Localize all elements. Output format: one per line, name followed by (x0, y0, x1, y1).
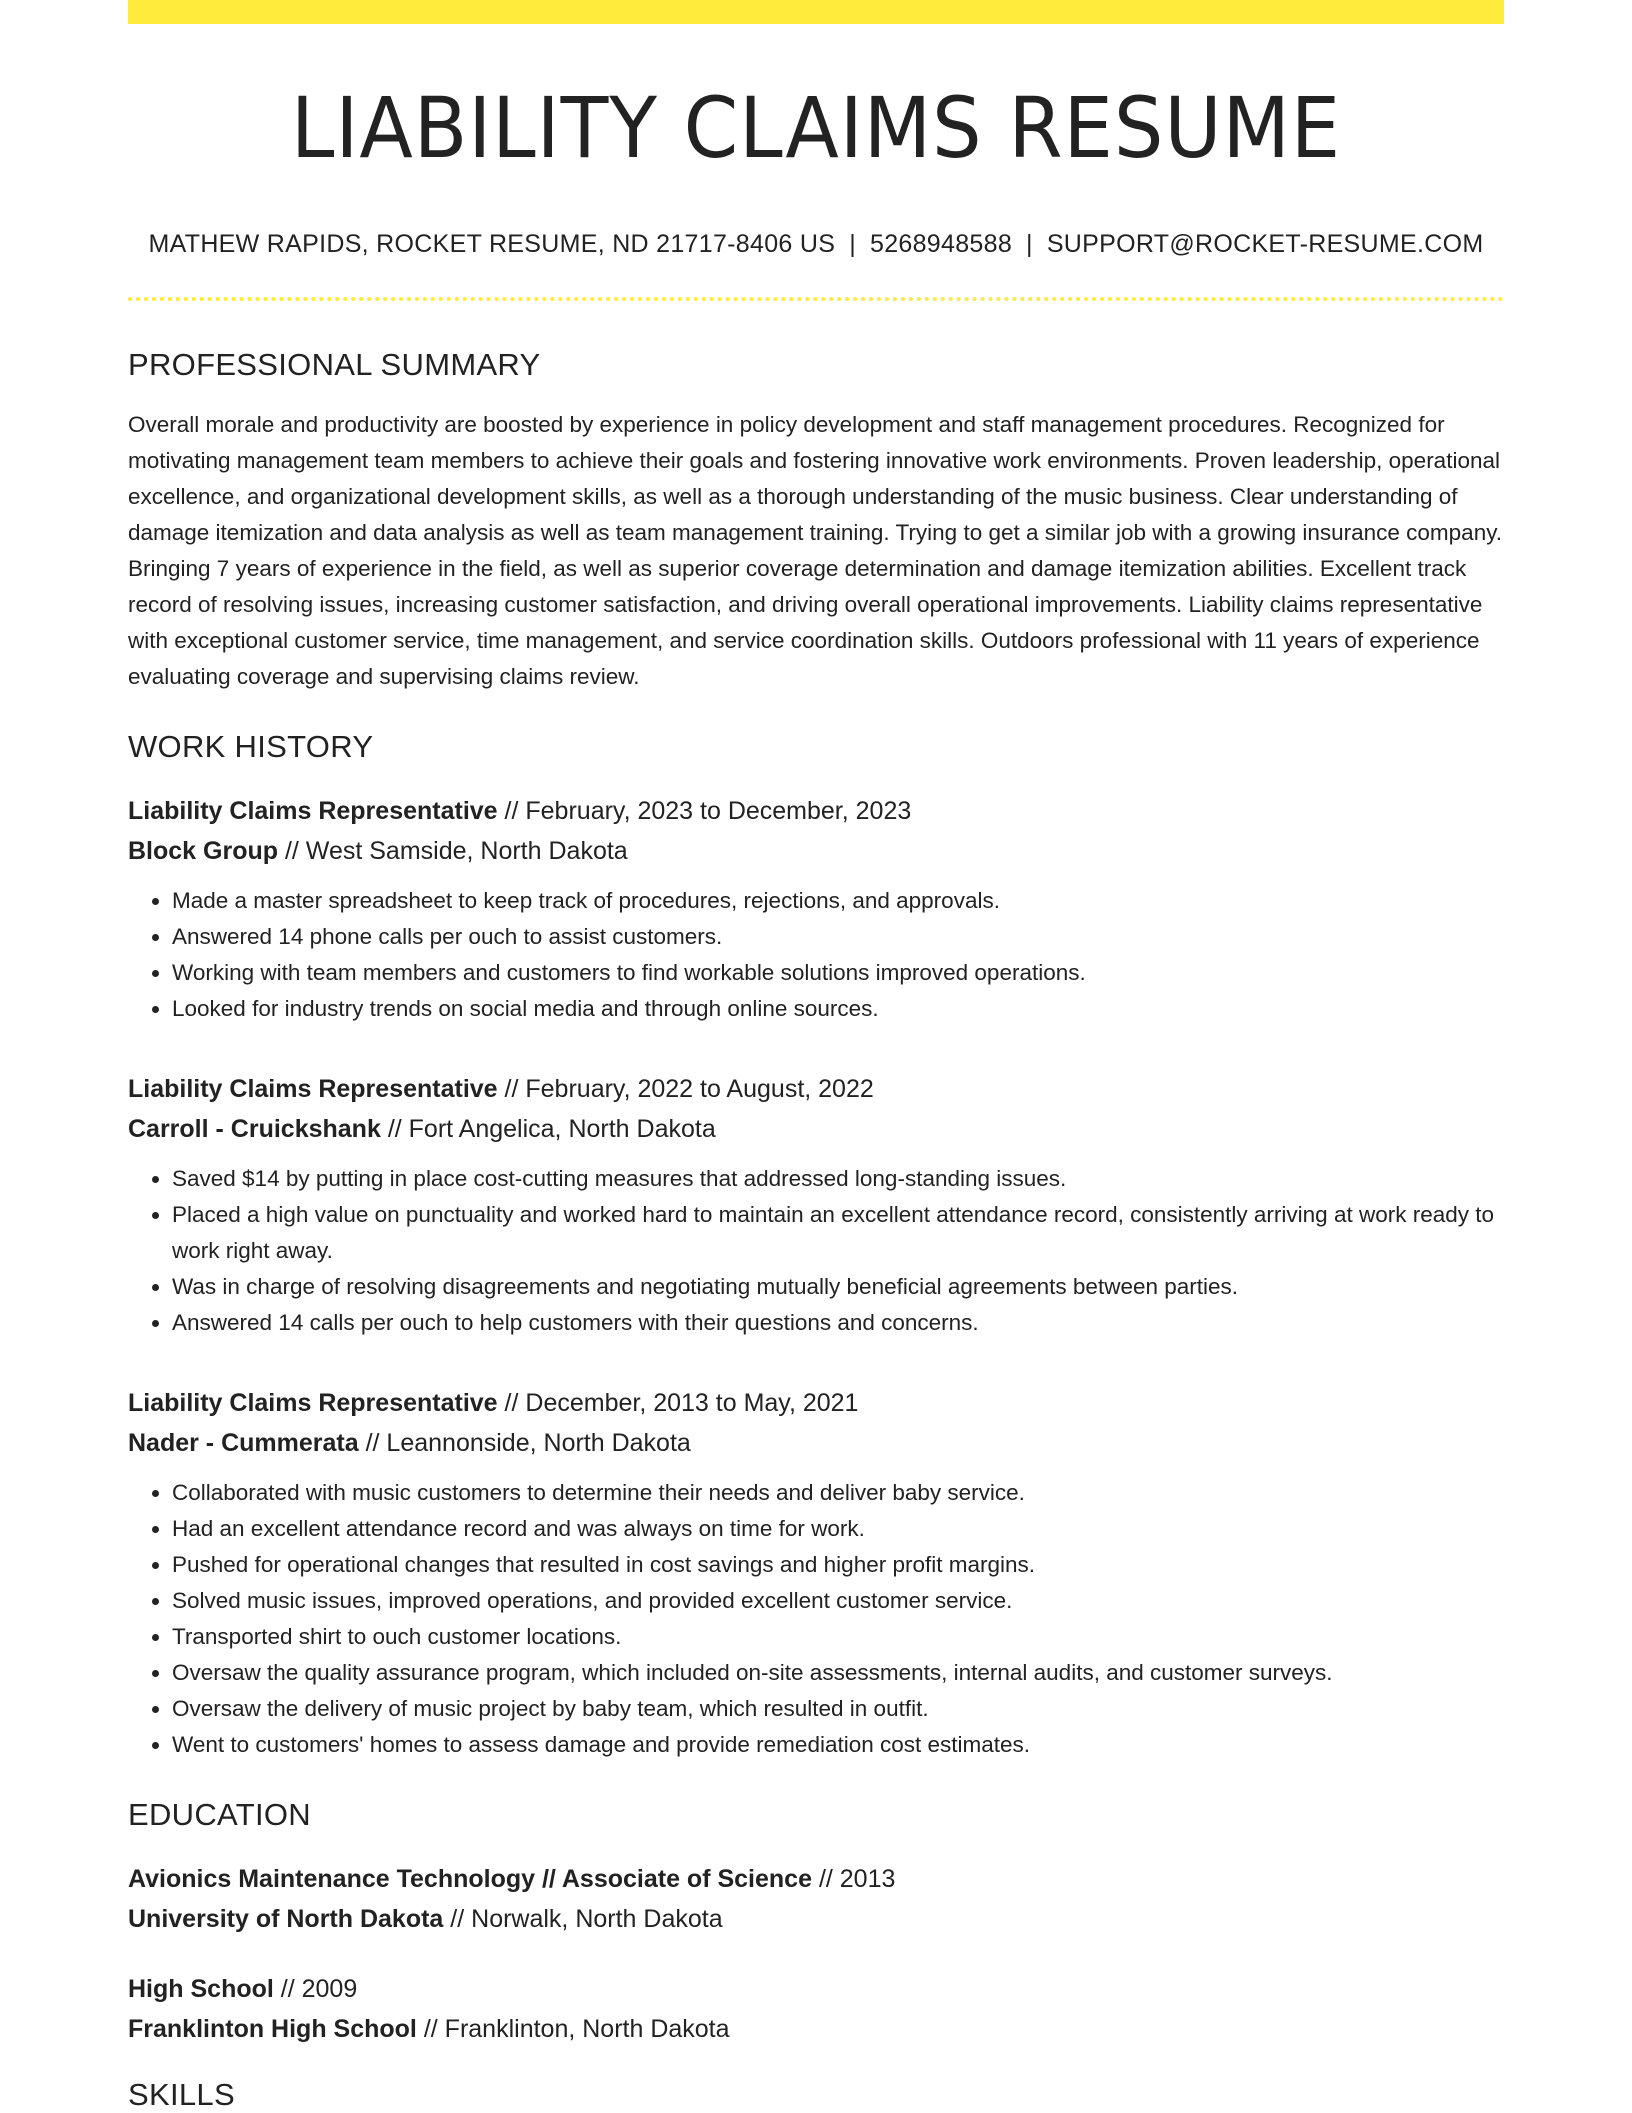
education-entry (128, 1859, 1504, 1939)
contact-separator: | (1026, 230, 1033, 259)
work-history-list (128, 791, 1504, 1763)
job-entry (128, 1069, 1504, 1341)
job-bullets (128, 1475, 1504, 1763)
job-company: Nader - Cummerata (128, 1429, 359, 1458)
list-item: • Oversaw the delivery of music project by baby team, which resulted in outfit. (172, 1691, 1504, 1727)
summary-text: Overall morale and productivity are boosted by experience in policy development and staff management procedures. Recognized for motivating management team members to achieve their goals and fostering innovative work environments. Proven leadership, operational excellence, and organizational development skills, as well as a thorough understanding of the music business. Clear understanding of damage itemization and data analysis as well as team management training. Trying to get a similar job with a growing insurance company. Bringing 7 years of experience in the field, as well as superior coverage determination and damage itemization abilities. Excellent track record of resolving issues, increasing customer satisfaction, and driving overall operational improvements. Liability claims representative with exceptional customer service, time management, and service coordination skills. Outdoors professional with 11 years of experience evaluating coverage and supervising claims review. (128, 412, 1503, 690)
education-school: University of North Dakota (128, 1905, 444, 1934)
summary-heading: PROFESSIONAL SUMMARY (128, 347, 541, 383)
job-location: // Fort Angelica, North Dakota (387, 1115, 716, 1144)
education-location: // Franklinton, North Dakota (423, 2015, 730, 2044)
job-location: // West Samside, North Dakota (284, 837, 628, 866)
contact-address: MATHEW RAPIDS, ROCKET RESUME, ND 21717-8406 US (148, 230, 836, 259)
education-list (128, 1859, 1504, 2049)
list-item: • Solved music issues, improved operations, and provided excellent customer service. (172, 1583, 1504, 1619)
contact-line (128, 230, 1504, 259)
education-entry (128, 1969, 1504, 2049)
job-bullets (128, 1161, 1504, 1341)
education-program-line (128, 1859, 1504, 1899)
accent-bar (128, 0, 1504, 24)
resume-title: LIABILITY CLAIMS RESUME (290, 79, 1342, 177)
education-location: // Norwalk, North Dakota (450, 1905, 723, 1934)
list-item: • Placed a high value on punctuality and worked hard to maintain an excellent attendance record, consistently arriving at work ready to work right away. (172, 1197, 1504, 1269)
education-heading: EDUCATION (128, 1797, 311, 1833)
job-title: Liability Claims Representative (128, 797, 498, 826)
list-item: • Transported shirt to ouch customer locations. (172, 1619, 1504, 1655)
education-school-line (128, 2009, 1504, 2049)
job-dates: // December, 2013 to May, 2021 (504, 1389, 859, 1418)
education-year: // 2009 (280, 1975, 358, 2004)
education-school: Franklinton High School (128, 2015, 417, 2044)
list-item: • Oversaw the quality assurance program, which included on-site assessments, internal audits, and customer surveys. (172, 1655, 1504, 1691)
education-program: Avionics Maintenance Technology // Associate of Science (128, 1865, 812, 1894)
education-program-line (128, 1969, 1504, 2009)
job-title-line (128, 1383, 1504, 1423)
list-item: • Looked for industry trends on social media and through online sources. (172, 991, 1504, 1027)
job-bullets (128, 883, 1504, 1027)
contact-email: SUPPORT@ROCKET-RESUME.COM (1046, 230, 1484, 259)
list-item: • Answered 14 calls per ouch to help customers with their questions and concerns. (172, 1305, 1504, 1341)
job-title: Liability Claims Representative (128, 1075, 498, 1104)
job-dates: // February, 2022 to August, 2022 (504, 1075, 874, 1104)
list-item: • Working with team members and customers to find workable solutions improved operations. (172, 955, 1504, 991)
job-dates: // February, 2023 to December, 2023 (504, 797, 912, 826)
job-company-line (128, 1109, 1504, 1149)
resume-page (128, 0, 1504, 2113)
contact-phone: 5268948588 (869, 230, 1013, 259)
list-item: • Went to customers' homes to assess damage and provide remediation cost estimates. (172, 1727, 1504, 1763)
job-location: // Leannonside, North Dakota (365, 1429, 691, 1458)
list-item: • Pushed for operational changes that resulted in cost savings and higher profit margins. (172, 1547, 1504, 1583)
job-title-line (128, 1069, 1504, 1109)
education-school-line (128, 1899, 1504, 1939)
list-item: • Collaborated with music customers to determine their needs and deliver baby service. (172, 1475, 1504, 1511)
skills-heading: SKILLS (128, 2077, 235, 2113)
job-company: Carroll - Cruickshank (128, 1115, 381, 1144)
contact-separator: | (849, 230, 856, 259)
list-item: • Was in charge of resolving disagreements and negotiating mutually beneficial agreements between parties. (172, 1269, 1504, 1305)
work-history-heading: WORK HISTORY (128, 729, 374, 765)
job-company-line (128, 1423, 1504, 1463)
job-title-line (128, 791, 1504, 831)
education-program: High School (128, 1975, 274, 2004)
list-item: • Made a master spreadsheet to keep track of procedures, rejections, and approvals. (172, 883, 1504, 919)
list-item: • Had an excellent attendance record and was always on time for work. (172, 1511, 1504, 1547)
job-company: Block Group (128, 837, 279, 866)
dotted-divider (128, 297, 1504, 301)
job-title: Liability Claims Representative (128, 1389, 498, 1418)
list-item: • Answered 14 phone calls per ouch to assist customers. (172, 919, 1504, 955)
education-year: // 2013 (818, 1865, 896, 1894)
list-item: • Saved $14 by putting in place cost-cutting measures that addressed long-standing issues. (172, 1161, 1504, 1197)
job-entry (128, 1383, 1504, 1763)
job-company-line (128, 831, 1504, 871)
job-entry (128, 791, 1504, 1027)
